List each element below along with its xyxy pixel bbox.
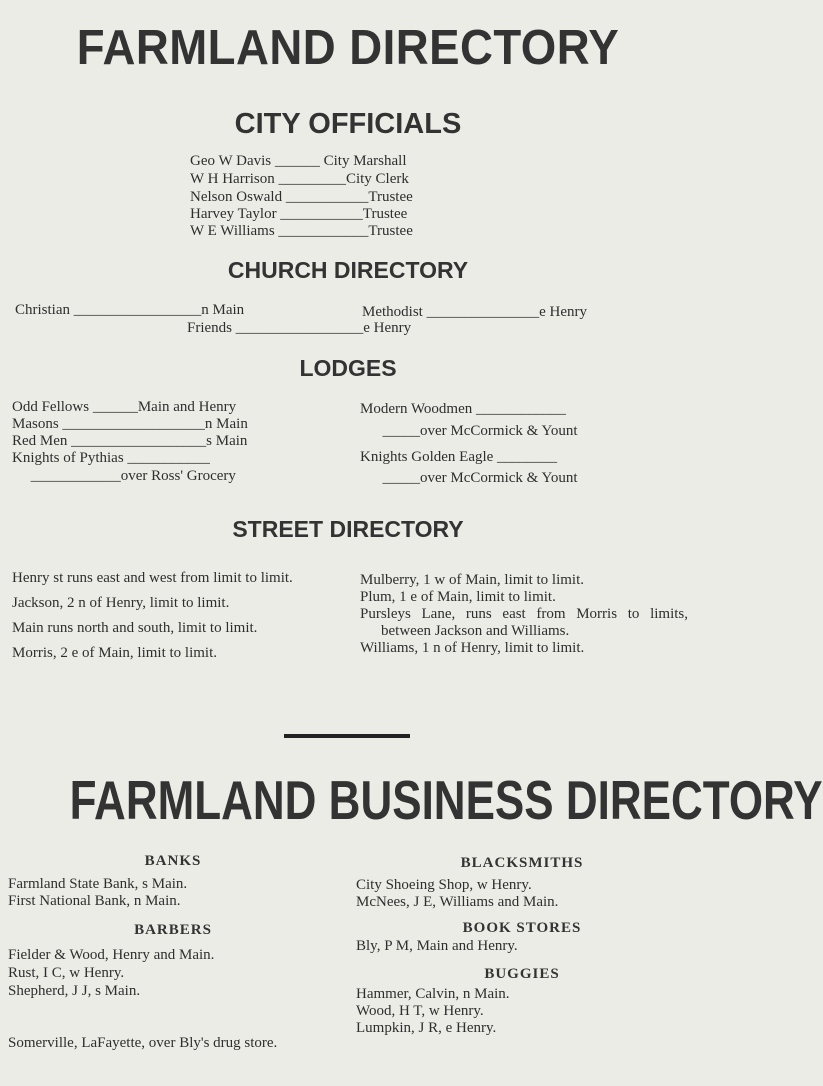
- section-divider: [284, 734, 410, 738]
- business-entry: City Shoeing Shop, w Henry.: [356, 877, 532, 893]
- street-directory-heading: STREET DIRECTORY: [232, 516, 464, 542]
- lodge-line: Masons ___________________n Main: [12, 416, 248, 432]
- street-entry: Pursleys Lane, runs east from Morris to limits, between Jackson and Williams.: [360, 606, 688, 639]
- church-friends: Friends _________________e Henry: [187, 320, 412, 336]
- lodge-line: Modern Woodmen ____________: [360, 401, 567, 417]
- blacksmiths-heading: BLACKSMITHS: [460, 855, 584, 871]
- church-directory-heading: CHURCH DIRECTORY: [227, 257, 469, 283]
- barbers-heading: BARBERS: [134, 922, 212, 938]
- city-official-line: W E Williams ____________Trustee: [190, 223, 413, 239]
- business-entry: Rust, I C, w Henry.: [8, 965, 125, 981]
- buggies-heading: BUGGIES: [484, 966, 560, 982]
- lodge-line: Odd Fellows ______Main and Henry: [12, 399, 237, 415]
- street-entry: Main runs north and south, limit to limit.: [12, 620, 258, 636]
- street-right-column: [360, 572, 688, 657]
- city-official-line: Nelson Oswald ___________Trustee: [190, 189, 413, 205]
- banks-heading: BANKS: [144, 853, 202, 869]
- lodges-heading: LODGES: [299, 355, 397, 381]
- business-entry-wrapper: [8, 1001, 331, 1086]
- business-entry: Farmland State Bank, s Main.: [8, 876, 188, 892]
- street-entry: Mulberry, 1 w of Main, limit to limit.: [360, 572, 585, 588]
- page-title: FARMLAND DIRECTORY: [76, 21, 620, 75]
- street-entry: Jackson, 2 n of Henry, limit to limit.: [12, 595, 230, 611]
- city-official-line: Harvey Taylor ___________Trustee: [190, 206, 408, 222]
- street-entry: Plum, 1 e of Main, limit to limit.: [360, 589, 556, 605]
- lodge-line: _____over McCormick & Yount: [360, 470, 578, 486]
- business-entry: Somerville, LaFayette, over Bly's drug store.: [8, 1035, 278, 1051]
- lodge-line: _____over McCormick & Yount: [360, 423, 578, 439]
- city-officials-heading: CITY OFFICIALS: [234, 108, 462, 140]
- business-entry: Lumpkin, J R, e Henry.: [356, 1020, 497, 1036]
- lodge-line: Knights of Pythias ___________: [12, 450, 210, 466]
- city-official-line: W H Harrison _________City Clerk: [190, 171, 409, 187]
- church-methodist: Methodist _______________e Henry: [362, 304, 587, 320]
- street-entry: Henry st runs east and west from limit to limit.: [12, 570, 293, 586]
- business-entry: Shepherd, J J, s Main.: [8, 983, 141, 999]
- street-entry: Williams, 1 n of Henry, limit to limit.: [360, 640, 585, 656]
- business-entry: Fielder & Wood, Henry and Main.: [8, 947, 215, 963]
- street-entry: Morris, 2 e of Main, limit to limit.: [12, 645, 217, 661]
- city-official-line: Geo W Davis ______ City Marshall: [190, 153, 407, 169]
- lodge-line: Red Men __________________s Main: [12, 433, 248, 449]
- business-entry: McNees, J E, Williams and Main.: [356, 894, 559, 910]
- book-stores-heading: BOOK STORES: [462, 920, 582, 936]
- street-left-column: [12, 570, 336, 670]
- lodge-line: ____________over Ross' Grocery: [12, 468, 236, 484]
- business-entry: Bly, P M, Main and Henry.: [356, 938, 518, 954]
- business-entry: Hammer, Calvin, n Main.: [356, 986, 510, 1002]
- business-directory-title: FARMLAND BUSINESS DIRECTORY: [69, 769, 823, 831]
- lodge-line: Knights Golden Eagle ________: [360, 449, 558, 465]
- church-christian: Christian _________________n Main: [15, 302, 245, 318]
- business-entry: First National Bank, n Main.: [8, 893, 181, 909]
- business-entry: Wood, H T, w Henry.: [356, 1003, 484, 1019]
